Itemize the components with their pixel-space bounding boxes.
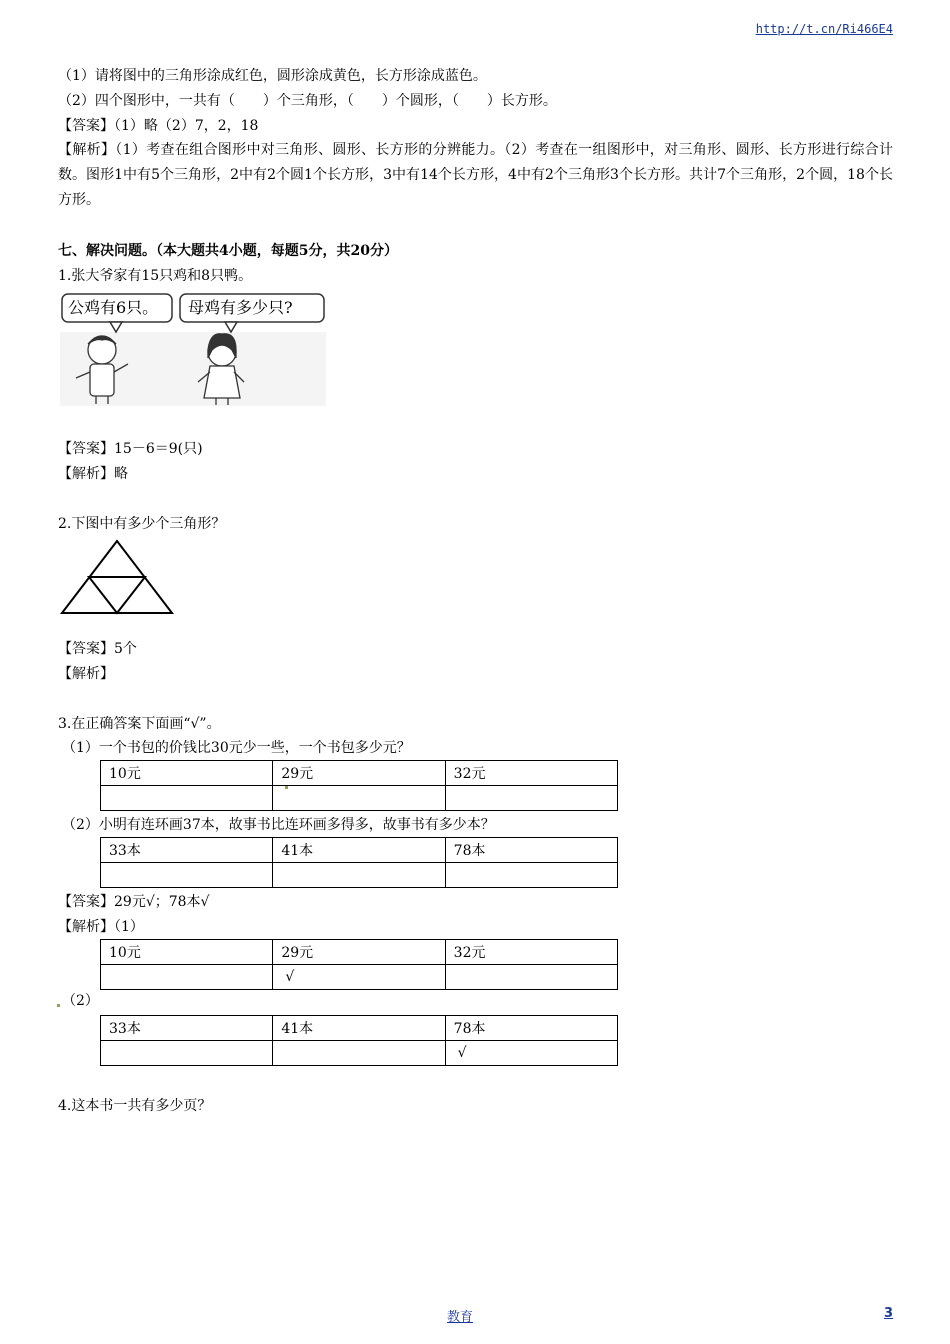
footer-link[interactable]: 教育 xyxy=(447,1310,474,1325)
q2-analysis: 【解析】 xyxy=(58,666,114,682)
table-row xyxy=(101,965,618,990)
inner-triangle xyxy=(89,577,145,613)
bubble-right-text: 母鸡有多少只? xyxy=(188,298,293,317)
table-row xyxy=(101,940,618,965)
q6-answer: 【答案】（1）略（2）7，2，18 xyxy=(58,118,259,134)
option-cell: 33本 xyxy=(101,1016,273,1041)
option-cell: 33本 xyxy=(101,838,273,863)
q4-text: 4.这本书一共有多少页？ xyxy=(58,1098,212,1114)
q3-sub1-table xyxy=(100,760,618,811)
check-mark: √ xyxy=(445,1041,617,1066)
option-cell: 41本 xyxy=(273,1016,445,1041)
table-row xyxy=(101,863,618,888)
answer-cell[interactable] xyxy=(445,863,617,888)
triangle-figure xyxy=(58,538,176,616)
table-row xyxy=(101,761,618,786)
stray-dot xyxy=(57,1004,60,1007)
option-cell: 10元 xyxy=(101,761,273,786)
answer-cell[interactable] xyxy=(273,863,445,888)
q3-sub2: （2）小明有连环画37本，故事书比连环画多得多，故事书有多少本？ xyxy=(62,817,495,833)
check-mark: √ xyxy=(273,965,445,990)
option-cell: 10元 xyxy=(101,940,273,965)
answer-cell[interactable] xyxy=(101,863,273,888)
q1-text: 1.张大爷家有15只鸡和8只鸭。 xyxy=(58,268,253,284)
q3-analysis: 【解析】（1） xyxy=(58,919,144,935)
q3-sub2-table xyxy=(100,837,618,888)
option-cell: 41本 xyxy=(273,838,445,863)
answer-cell[interactable] xyxy=(101,786,273,811)
q1-analysis: 【解析】略 xyxy=(58,466,128,482)
header-url[interactable]: http://t.cn/Ri466E4 xyxy=(755,22,893,36)
q2-answer: 【答案】5个 xyxy=(58,641,137,657)
stray-dot xyxy=(285,786,288,789)
q3-text: 3.在正确答案下面画“√”。 xyxy=(58,716,221,732)
bubble-left-text: 公鸡有6只。 xyxy=(68,298,159,317)
option-cell: 32元 xyxy=(445,761,617,786)
q1-answer: 【答案】15－6＝9(只) xyxy=(58,441,203,457)
answer-cell xyxy=(445,965,617,990)
option-cell: 29元 xyxy=(273,940,445,965)
bubble-tail-left xyxy=(110,322,122,332)
answer-cell xyxy=(101,1041,273,1066)
option-cell: 29元 xyxy=(273,761,445,786)
q6-line1: （1）请将图中的三角形涂成红色，圆形涂成黄色，长方形涂成蓝色。 xyxy=(58,68,487,84)
option-cell: 32元 xyxy=(445,940,617,965)
table-row xyxy=(101,1016,618,1041)
table-row xyxy=(101,838,618,863)
answer-cell xyxy=(101,965,273,990)
q1-illustration xyxy=(60,292,326,406)
q6-analysis: 【解析】（1）考查在组合图形中对三角形、圆形、长方形的分辨能力。（2）考查在一组图形中，对三角形、圆形、长方形进行综合计数。图形1中有5个三角形，2中有2个圆1个长方形，3中有14个长方形，4中有2个三角形3个长方形。共计7个三角形，2个圆，18个长方形。 xyxy=(58,142,893,208)
q3-answer: 【答案】29元√；78本√ xyxy=(58,894,210,910)
table-row xyxy=(101,786,618,811)
section7-heading: 七、解决问题。（本大题共4小题，每题5分，共20分） xyxy=(58,243,398,259)
answer-cell xyxy=(273,1041,445,1066)
q3-analysis-table-2 xyxy=(100,1015,618,1066)
answer-cell[interactable] xyxy=(273,786,445,811)
q3-analysis-sub2-label: （2） xyxy=(62,993,99,1009)
option-cell: 78本 xyxy=(445,838,617,863)
answer-cell[interactable] xyxy=(445,786,617,811)
bubble-tail-right xyxy=(225,322,237,332)
page-number[interactable]: 3 xyxy=(884,1306,894,1321)
table-row xyxy=(101,1041,618,1066)
q3-sub1: （1）一个书包的价钱比30元少一些，一个书包多少元？ xyxy=(62,740,411,756)
q3-analysis-table-1 xyxy=(100,939,618,990)
q6-line2: （2）四个图形中，一共有（ ）个三角形，（ ）个圆形，（ ）长方形。 xyxy=(58,93,557,109)
option-cell: 78本 xyxy=(445,1016,617,1041)
q2-text: 2.下图中有多少个三角形？ xyxy=(58,516,226,532)
